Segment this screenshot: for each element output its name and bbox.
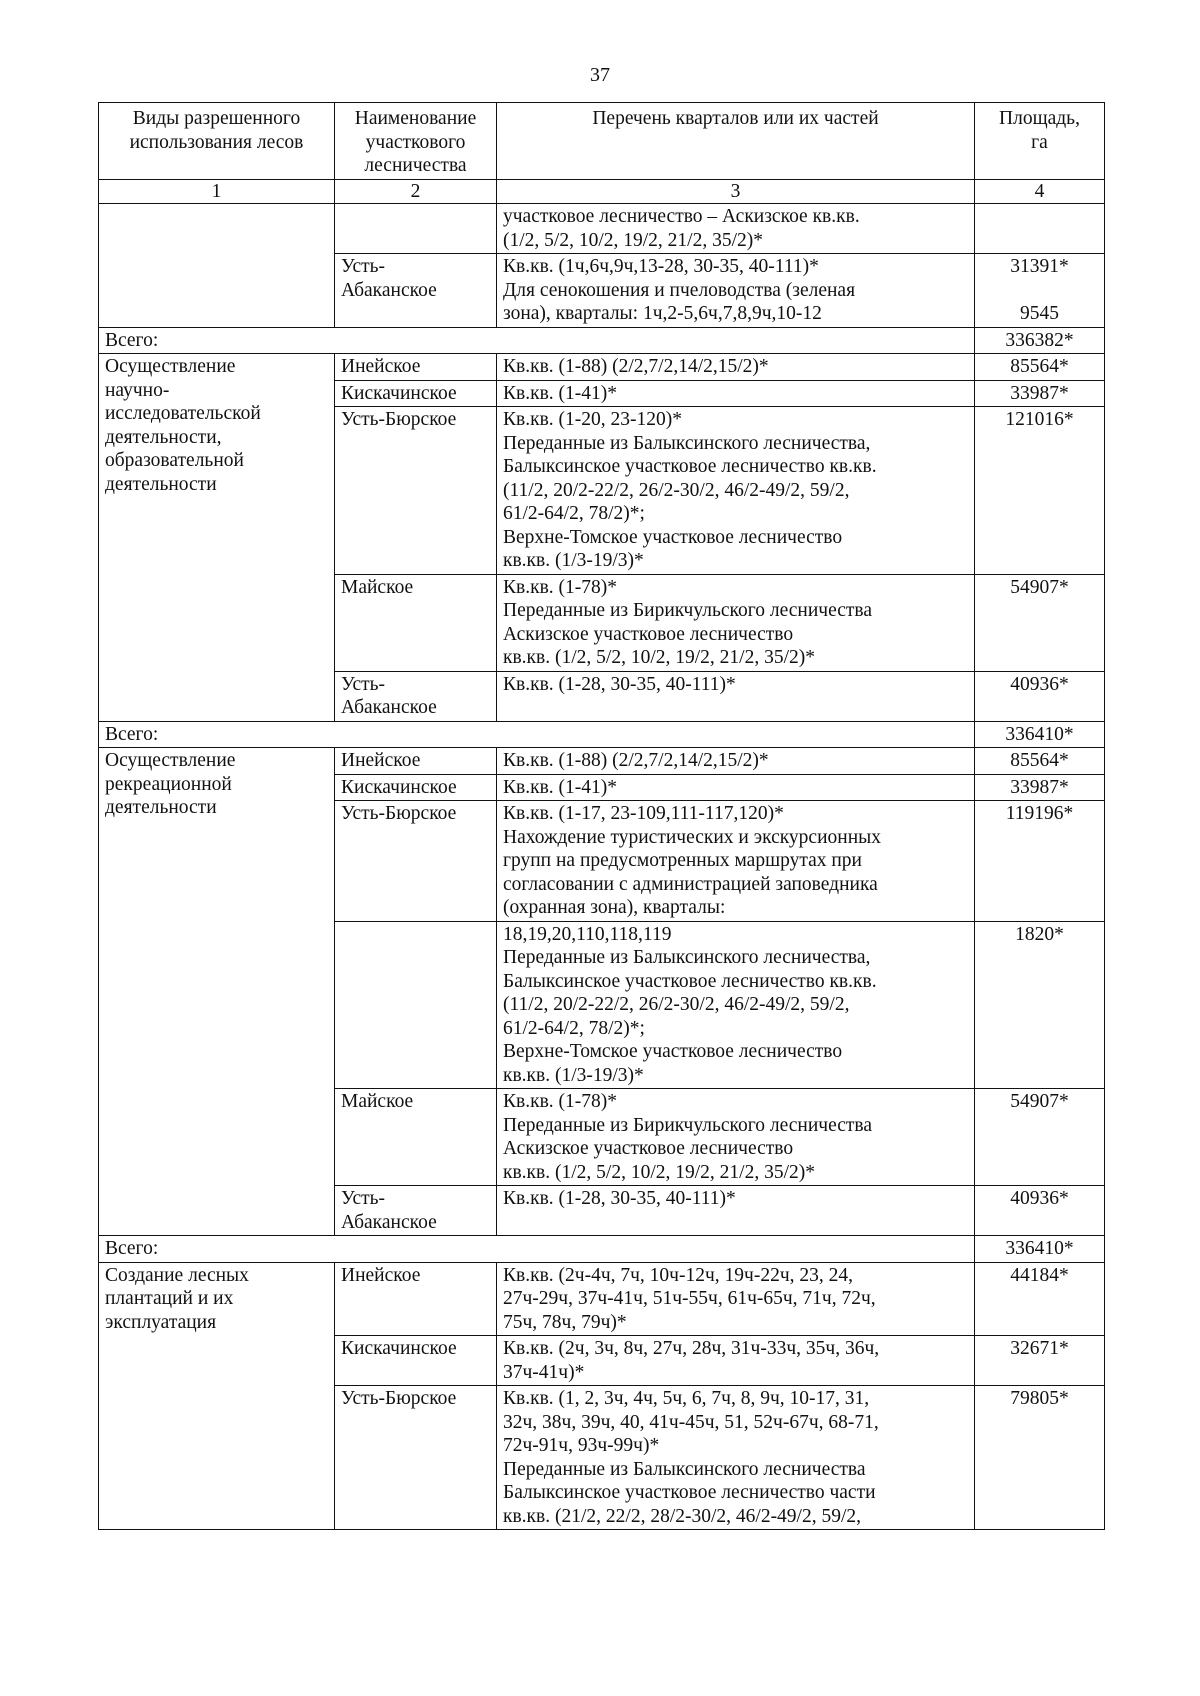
total-row [99, 721, 1105, 748]
forestry-name-cell [335, 921, 497, 1089]
quarters-cell: Кв.кв. (1-41)* [497, 774, 975, 801]
use-type-cell: Осуществление научно- исследовательской деятельности, образовательной деятельности [99, 354, 335, 722]
total-label: Всего: [99, 327, 335, 354]
forestry-name-cell: Кискачинское [335, 774, 497, 801]
forestry-name-cell [335, 204, 497, 254]
quarters-cell: Кв.кв. (1-17, 23-109,111-117,120)* Нахождение туристических и экскурсионных групп на предусмотренных маршрутах при согласовании с администрацией заповедника (охранная зона), кварталы: [497, 801, 975, 922]
quarters-cell: участковое лесничество – Аскизское кв.кв. (1/2, 5/2, 10/2, 19/2, 21/2, 35/2)* [497, 204, 975, 254]
total-row [99, 327, 1105, 354]
forestry-name-cell: Инейское [335, 1262, 497, 1336]
forestry-name-cell: Инейское [335, 748, 497, 775]
quarters-cell: Кв.кв. (1-78)* Переданные из Бирикчульского лесничества Аскизское участковое лесничество кв.кв. (1/2, 5/2, 10/2, 19/2, 21/2, 35/2)* [497, 574, 975, 671]
quarters-cell: Кв.кв. (1-88) (2/2,7/2,14/2,15/2)* [497, 354, 975, 381]
quarters-cell: Кв.кв. (1-41)* [497, 380, 975, 407]
quarters-cell: Кв.кв. (2ч, 3ч, 8ч, 27ч, 28ч, 31ч-33ч, 35ч, 36ч, 37ч-41ч)* [497, 1336, 975, 1386]
area-cell: 31391* 9545 [975, 254, 1105, 328]
forestry-name-cell: Инейское [335, 354, 497, 381]
use-type-cell [99, 204, 335, 328]
total-label: Всего: [99, 721, 335, 748]
quarters-cell: Кв.кв. (1-28, 30-35, 40-111)* [497, 671, 975, 721]
area-cell: 40936* [975, 671, 1105, 721]
column-number: 3 [497, 179, 975, 204]
quarters-cell: Кв.кв. (2ч-4ч, 7ч, 10ч-12ч, 19ч-22ч, 23, 24, 27ч-29ч, 37ч-41ч, 51ч-55ч, 61ч-65ч, 71ч, 72ч, 75ч, 78ч, 79ч)* [497, 1262, 975, 1336]
table-row [99, 748, 1105, 775]
quarters-cell: 18,19,20,110,118,119 Переданные из Балыксинского лесничества, Балыксинское участковое лесничество кв.кв. (11/2, 20/2-22/2, 26/2-30/2, 46/2-49/2, 59/2, 61/2-64/2, 78/2)*; Верхне-Томское участковое лесничество кв.кв. (1/3-19/3)* [497, 921, 975, 1089]
page-number: 37 [590, 64, 610, 86]
area-cell: 1820* [975, 921, 1105, 1089]
table-row [99, 1262, 1105, 1336]
area-cell: 40936* [975, 1186, 1105, 1236]
use-type-cell: Создание лесных плантаций и их эксплуатация [99, 1262, 335, 1530]
header-area: Площадь, га [975, 103, 1105, 180]
forestry-name-cell: Усть-Бюрское [335, 801, 497, 922]
column-number: 1 [99, 179, 335, 204]
quarters-cell: Кв.кв. (1-88) (2/2,7/2,14/2,15/2)* [497, 748, 975, 775]
quarters-cell: Кв.кв. (1-28, 30-35, 40-111)* [497, 1186, 975, 1236]
table-row [99, 204, 1105, 254]
table-row [99, 354, 1105, 381]
use-type-cell: Осуществление рекреационной деятельности [99, 748, 335, 1236]
forestry-name-cell: Кискачинское [335, 1336, 497, 1386]
forest-use-table [98, 102, 1105, 1530]
area-cell: 32671* [975, 1336, 1105, 1386]
header-use-type: Виды разрешенного использования лесов [99, 103, 335, 180]
forestry-name-cell: Усть- Абаканское [335, 254, 497, 328]
header-forestry-name: Наименование участкового лесничества [335, 103, 497, 180]
quarters-cell: Кв.кв. (1-78)* Переданные из Бирикчульского лесничества Аскизское участковое лесничество кв.кв. (1/2, 5/2, 10/2, 19/2, 21/2, 35/2)* [497, 1089, 975, 1186]
column-numbers-row [99, 179, 1105, 204]
area-cell: 33987* [975, 774, 1105, 801]
total-area: 336410* [975, 721, 1105, 748]
quarters-cell: Кв.кв. (1, 2, 3ч, 4ч, 5ч, 6, 7ч, 8, 9ч, 10-17, 31, 32ч, 38ч, 39ч, 40, 41ч-45ч, 51, 52ч-67ч, 68-71, 72ч-91ч, 93ч-99ч)* Переданные из Балыксинского лесничества Балыксинское участковое лесничество части кв.кв. (21/2, 22/2, 28/2-30/2, 46/2-49/2, 59/2, [497, 1386, 975, 1530]
area-cell: 85564* [975, 354, 1105, 381]
forestry-name-cell: Усть-Бюрское [335, 407, 497, 575]
forestry-name-cell: Кискачинское [335, 380, 497, 407]
area-cell: 119196* [975, 801, 1105, 922]
area-cell: 54907* [975, 574, 1105, 671]
header-quarters-list: Перечень кварталов или их частей [497, 103, 975, 180]
forestry-name-cell: Майское [335, 574, 497, 671]
total-label: Всего: [99, 1236, 335, 1263]
column-number: 2 [335, 179, 497, 204]
forestry-name-cell: Усть-Бюрское [335, 1386, 497, 1530]
forestry-name-cell: Майское [335, 1089, 497, 1186]
total-row [99, 1236, 1105, 1263]
header-row [99, 103, 1105, 180]
column-number: 4 [975, 179, 1105, 204]
area-cell: 121016* [975, 407, 1105, 575]
area-cell: 85564* [975, 748, 1105, 775]
area-cell: 44184* [975, 1262, 1105, 1336]
total-area: 336410* [975, 1236, 1105, 1263]
area-cell: 33987* [975, 380, 1105, 407]
forestry-name-cell: Усть- Абаканское [335, 671, 497, 721]
quarters-cell: Кв.кв. (1-20, 23-120)* Переданные из Балыксинского лесничества, Балыксинское участковое лесничество кв.кв. (11/2, 20/2-22/2, 26/2-30/2, 46/2-49/2, 59/2, 61/2-64/2, 78/2)*; Верхне-Томское участковое лесничество кв.кв. (1/3-19/3)* [497, 407, 975, 575]
area-cell: 79805* [975, 1386, 1105, 1530]
area-cell: 54907* [975, 1089, 1105, 1186]
quarters-cell: Кв.кв. (1ч,6ч,9ч,13-28, 30-35, 40-111)* Для сенокошения и пчеловодства (зеленая зона), кварталы: 1ч,2-5,6ч,7,8,9ч,10-12 [497, 254, 975, 328]
total-area: 336382* [975, 327, 1105, 354]
forestry-name-cell: Усть- Абаканское [335, 1186, 497, 1236]
area-cell [975, 204, 1105, 254]
